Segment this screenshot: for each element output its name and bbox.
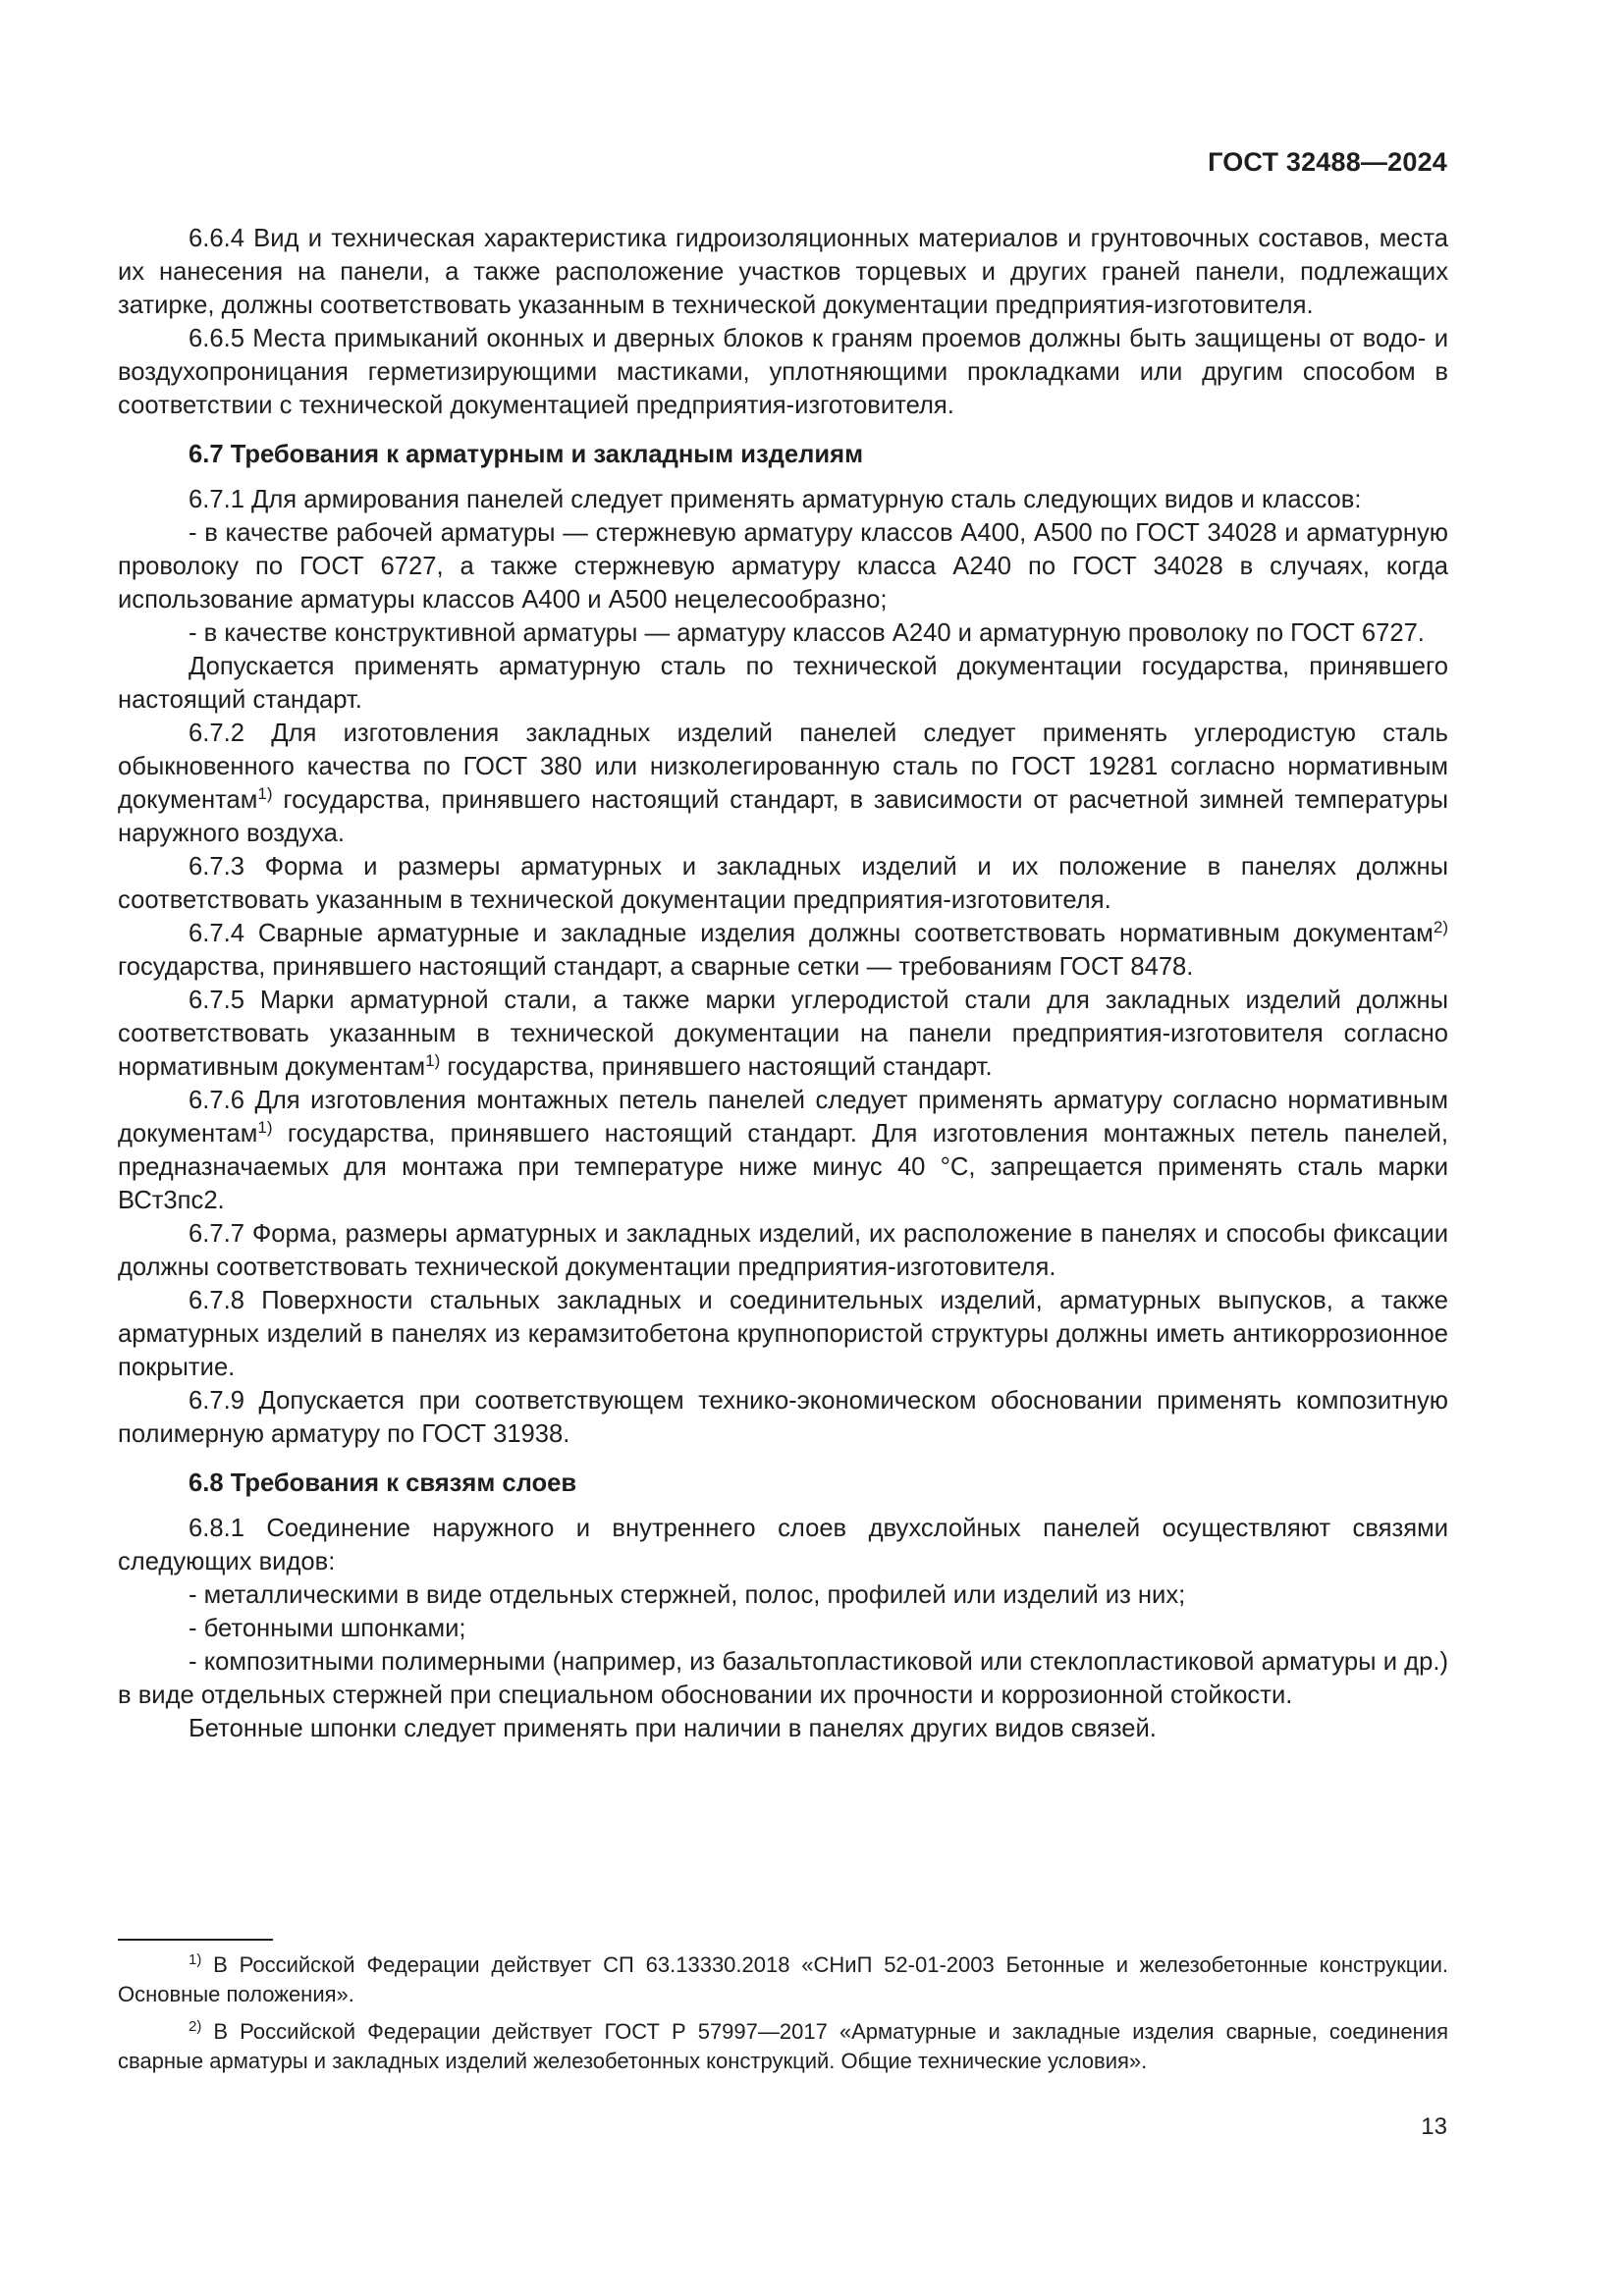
clause-6-7-7: 6.7.7 Форма, размеры арматурных и закладных изделий, их расположение в панелях и способы фиксации должны соответствовать технической документации предприятия-изготовителя.	[118, 1220, 1448, 1281]
clause-text: 6.7.4 Сварные арматурные и закладные изделия должны соответствовать нормативным документам	[189, 920, 1434, 947]
footnote-ref-1[interactable]: 1)	[257, 1118, 273, 1137]
clause-text: 6.7.5 Марки арматурной стали, а также марки углеродистой стали для закладных изделий должны соответствовать указанным в технической документации на панели предприятия-изготовителя согласно нормативным документам	[118, 987, 1448, 1081]
clause-text: 6.7.6 Для изготовления монтажных петель панелей следует применять арматуру согласно нормативным документам	[118, 1087, 1448, 1148]
clause-text: государства, принявшего настоящий стандарт. Для изготовления монтажных петель панелей, предназначаемых для монтажа при температуре ниже минус 40 °С, запрещается применять сталь марки ВСт3пс2.	[118, 1120, 1448, 1214]
clause-6-7-2	[118, 717, 1448, 850]
footnote-ref-1[interactable]: 1)	[257, 784, 273, 803]
section-heading-6-7: 6.7 Требования к арматурным и закладным изделиям	[189, 441, 864, 468]
footnotes	[118, 1939, 1448, 2084]
clause-text: государства, принявшего настоящий стандарт, в зависимости от расчетной зимней температуры наружного воздуха.	[118, 786, 1448, 847]
footnote-mark: 2)	[189, 2018, 202, 2035]
clause-6-7-5	[118, 984, 1448, 1084]
footnote-ref-1[interactable]: 1)	[425, 1051, 441, 1070]
footnote-separator	[118, 1939, 273, 1941]
clause-6-8-1: 6.8.1 Соединение наружного и внутреннего слоев двухслойных панелей осуществляют связями следующих видов:	[118, 1515, 1448, 1575]
clause-6-7-1: 6.7.1 Для армирования панелей следует применять арматурную сталь следующих видов и классов:	[189, 486, 1362, 513]
list-item-metal-ties: - металлическими в виде отдельных стержней, полос, профилей или изделий из них;	[189, 1581, 1186, 1609]
clause-text: государства, принявшего настоящий стандарт, а сварные сетки — требованиям ГОСТ 8478.	[118, 953, 1194, 981]
clause-6-7-6	[118, 1084, 1448, 1217]
document-header: ГОСТ 32488—2024	[1208, 147, 1447, 177]
list-item-composite-ties: - композитными полимерными (например, из базальтопластиковой или стеклопластиковой арматуры и др.) в виде отдельных стержней при специальном обосновании их прочности и коррозионной стойкости.	[118, 1648, 1448, 1709]
footnote-text: В Российской Федерации действует СП 63.13330.2018 «СНиП 52-01-2003 Бетонные и железобетонные конструкции. Основные положения».	[118, 1952, 1448, 2006]
clause-6-7-1-note: Допускается применять арматурную сталь по технической документации государства, принявшего настоящий стандарт.	[118, 653, 1448, 714]
clause-6-6-4: 6.6.4 Вид и техническая характеристика гидроизоляционных материалов и грунтовочных составов, места их нанесения на панели, а также расположение участков торцевых и других граней панели, подлежащих затирке, должны соответствовать указанным в технической документации предприятия-изготовителя.	[118, 225, 1448, 319]
clause-6-7-4	[118, 917, 1448, 984]
main-text	[118, 222, 1448, 1745]
footnote-ref-2[interactable]: 2)	[1433, 918, 1448, 936]
clause-6-8-1-note: Бетонные шпонки следует применять при наличии в панелях других видов связей.	[189, 1715, 1157, 1742]
section-heading-6-8: 6.8 Требования к связям слоев	[189, 1469, 577, 1497]
footnote-text: В Российской Федерации действует ГОСТ Р 57997—2017 «Арматурные и закладные изделия сварные, соединения сварные арматуры и закладных изделий железобетонных конструкций. Общие технические условия».	[118, 2019, 1448, 2073]
page-number: 13	[1421, 2113, 1447, 2140]
clause-6-7-8: 6.7.8 Поверхности стальных закладных и соединительных изделий, арматурных выпусков, а также арматурных изделий в панелях из керамзитобетона крупнопористой структуры должны иметь антикоррозионное покрытие.	[118, 1287, 1448, 1381]
footnote-mark: 1)	[189, 1951, 202, 1968]
list-item-structural-reinforcement: - в качестве конструктивной арматуры — арматуру классов А240 и арматурную проволоку по ГОСТ 6727.	[189, 619, 1425, 647]
clause-text: государства, принявшего настоящий стандарт.	[440, 1053, 993, 1081]
clause-6-7-3: 6.7.3 Форма и размеры арматурных и закладных изделий и их положение в панелях должны соответствовать указанным в технической документации предприятия-изготовителя.	[118, 853, 1448, 914]
list-item-working-reinforcement: - в качестве рабочей арматуры — стержневую арматуру классов А400, А500 по ГОСТ 34028 и арматурную проволоку по ГОСТ 6727, а также стержневую арматуру класса А240 по ГОСТ 34028 в случаях, когда использование арматуры классов А400 и А500 нецелесообразно;	[118, 519, 1448, 614]
clause-text: 6.7.2 Для изготовления закладных изделий панелей следует применять углеродистую сталь обыкновенного качества по ГОСТ 380 или низколегированную сталь по ГОСТ 19281 согласно нормативным документам	[118, 720, 1448, 814]
clause-6-7-9: 6.7.9 Допускается при соответствующем технико-экономическом обосновании применять композитную полимерную арматуру по ГОСТ 31938.	[118, 1387, 1448, 1448]
footnote-1	[118, 1950, 1448, 2009]
footnote-2	[118, 2017, 1448, 2076]
clause-6-6-5: 6.6.5 Места примыканий оконных и дверных блоков к граням проемов должны быть защищены от водо- и воздухопроницания герметизирующими мастиками, уплотняющими прокладками или другим способом в соответствии с технической документацией предприятия-изготовителя.	[118, 325, 1448, 419]
list-item-concrete-keys: - бетонными шпонками;	[189, 1615, 466, 1642]
